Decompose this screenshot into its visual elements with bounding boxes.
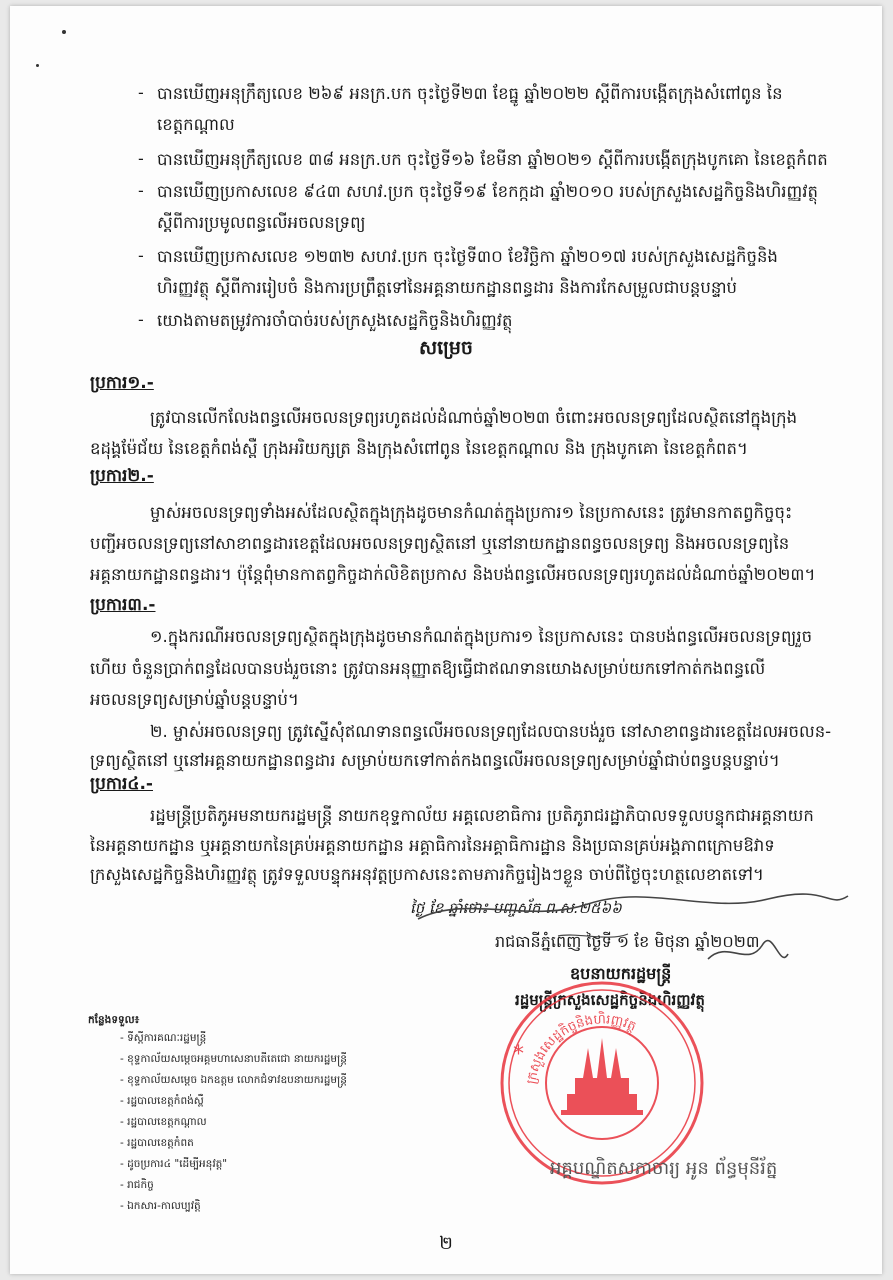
article-4-line: នៃអគ្គនាយកដ្ឋាន ឬអគ្គនាយកនៃគ្រប់អគ្គនាយកដ្ឋាន អគ្គាធិការនៃអគ្គាធិការដ្ឋាន និងប្រធានគ្រប់អង្គភាពក្រោមឱវាទ [90, 836, 775, 855]
bullet: - [138, 83, 144, 102]
article-3-heading: ប្រការ៣.- [90, 595, 156, 615]
punch-mark [62, 30, 66, 34]
intro-item: យោងតាមតម្រូវការចាំបាច់របស់ក្រសួងសេដ្ឋកិច្ចនិងហិរញ្ញវត្ថុ [157, 311, 513, 330]
recipients-heading: កន្លែងទទួល៖ [88, 1014, 140, 1026]
intro-item: បានឃើញអនុក្រឹត្យលេខ ៣៨ អនក្រ.បក ចុះថ្ងៃទី១៦ ខែមីនា ឆ្នាំ២០២១ ស្តីពីការបង្កើតក្រុងបូកគោ នៃខេត្តកំពត [157, 150, 828, 169]
lunar-date: ថ្ងៃ ខែ ឆ្នាំថោះ បញ្ចស័ក ព.ស.២៥៦៦ [410, 899, 622, 917]
intro-item: បានឃើញប្រកាសលេខ ១២៣២ សហវ.ប្រក ចុះថ្ងៃទី៣០ ខែវិច្ឆិកា ឆ្នាំ២០១៧ របស់ក្រសួងសេដ្ឋកិច្ចនិង [157, 247, 778, 266]
article-3-line: ទ្រព្យស្ថិតនៅ ឬនៅអគ្គនាយកដ្ឋានពន្ធដារ សម្រាប់យកទៅកាត់កងពន្ធលើអចលនទ្រព្យសម្រាប់ឆ្នាំជាប់ពន្ធបន្តបន្ទាប់។ [90, 751, 780, 770]
intro-item: បានឃើញអនុក្រឹត្យលេខ ២៦៩ អនក្រ.បក ចុះថ្ងៃទី២៣ ខែធ្នូ ឆ្នាំ២០២២ ស្តីពីការបង្កើតក្រុងសំពៅពូន នៃ [157, 84, 783, 103]
seal-text: ក្រសួងសេដ្ឋកិច្ចនិងហិរញ្ញវត្ថុ [524, 1012, 639, 1086]
svg-text:ក្រសួងសេដ្ឋកិច្ចនិងហិរញ្ញវត្ថុ [524, 1010, 638, 1085]
bullet: - [138, 246, 144, 265]
article-2-line: អគ្គនាយកដ្ឋានពន្ធដារ។ ប៉ុន្តែពុំមានកាតព្វកិច្ចដាក់លិខិតប្រកាស និងបង់ពន្ធលើអចលនទ្រព្យរហូតដល់ដំណាច់ឆ្នាំ២០២៣។ [90, 565, 816, 584]
punch-mark [36, 64, 39, 67]
article-4-heading: ប្រការ៤.- [90, 774, 153, 794]
svg-text:*: * [513, 1042, 524, 1067]
signer-name: អគ្គបណ្ឌិតសភាចារ្យ អូន ព័ន្ធមុនីរ័ត្ន [550, 1158, 778, 1179]
recipient-item: - រាជកិច្ច [120, 1179, 154, 1191]
article-3-line: ២. ម្ចាស់អចលនទ្រព្យ ត្រូវស្នើសុំឥណទានពន្ធលើអចលនទ្រព្យដែលបានបង់រួច នៅសាខាពន្ធដារខេត្តដែលអចលន- [150, 722, 832, 741]
intro-item-cont: ស្តីពីការប្រមូលពន្ធលើអចលនទ្រព្យ [157, 213, 366, 232]
article-3-line: ហើយ ចំនួនប្រាក់ពន្ធដែលបានបង់រួចនោះ ត្រូវបានអនុញ្ញាតឱ្យធ្វើជាឥណទានយោងសម្រាប់យកទៅកាត់កងពន្ធលើ [90, 659, 766, 678]
recipient-item: - រដ្ឋបាលខេត្តកំពង់ស្ពឺ [120, 1095, 204, 1107]
signer-title-1: ឧបនាយករដ្ឋមន្ត្រី [570, 964, 672, 983]
article-2-line: ម្ចាស់អចលនទ្រព្យទាំងអស់ដែលស្ថិតក្នុងក្រុងដូចមានកំណត់ក្នុងប្រការ១ នៃប្រកាសនេះ ត្រូវមានកាតព្វកិច្ចចុះ [150, 503, 793, 522]
document-page [10, 6, 882, 1274]
handwritten-signature [408, 884, 858, 984]
article-4-line: ក្រសួងសេដ្ឋកិច្ចនិងហិរញ្ញវត្ថុ ត្រូវទទួលបន្ទុកអនុវត្តប្រកាសនេះតាមភារកិច្ចរៀងៗខ្លួន ចាប់ពីថ្ងៃចុះហត្ថលេខាតទៅ។ [90, 865, 764, 884]
recipient-item: - រដ្ឋបាលខេត្តកំពត [120, 1137, 194, 1149]
article-2-heading: ប្រការ២.- [90, 466, 154, 486]
recipient-item: - ឯកសារ-កាលប្បវត្តិ [120, 1200, 201, 1212]
article-1-heading: ប្រការ១.- [90, 373, 154, 393]
article-1-line: ឧដុង្គម៉ែជ័យ នៃខេត្តកំពង់ស្ពឺ ក្រុងអរិយក្សត្រ និងក្រុងសំពៅពូន នៃខេត្តកណ្តាល និង ក្រុងបូកគោ នៃខេត្តកំពត។ [90, 439, 748, 458]
article-1-line: ត្រូវបានលើកលែងពន្ធលើអចលនទ្រព្យរហូតដល់ដំណាច់ឆ្នាំ២០២៣ ចំពោះអចលនទ្រព្យដែលស្ថិតនៅក្នុងក្រុង [150, 408, 798, 427]
recipient-item: - ខុទ្ទកាល័យសម្តេចអគ្គមហាសេនាបតីតេជោ នាយករដ្ឋមន្ត្រី [120, 1053, 347, 1065]
page-number: ២ [439, 1233, 453, 1254]
article-4-line: រដ្ឋមន្ត្រីប្រតិភូអមនាយករដ្ឋមន្ត្រី នាយកខុទ្ទកាល័យ អគ្គលេខាធិការ ប្រតិភូរាជរដ្ឋាភិបាលទទួលបន្ទុកជាអគ្គនាយក [150, 806, 814, 825]
intro-item-cont: ហិរញ្ញវត្ថុ ស្តីពីការរៀបចំ និងការប្រព្រឹត្តទៅនៃអគ្គនាយកដ្ឋានពន្ធដារ និងការកែសម្រួលជាបន្តបន្ទាប់ [157, 278, 738, 297]
recipient-item: - រដ្ឋបាលខេត្តកណ្តាល [120, 1116, 207, 1128]
signer-title-2: រដ្ឋមន្ត្រីក្រសួងសេដ្ឋកិច្ចនិងហិរញ្ញវត្ថុ [515, 991, 705, 1009]
article-3-line: ១.ក្នុងករណីអចលនទ្រព្យស្ថិតក្នុងក្រុងដូចមានកំណត់ក្នុងប្រការ១ នៃប្រកាសនេះ បានបង់ពន្ធលើអចលនទ្រព្យរួច [150, 627, 813, 646]
bullet: - [138, 149, 144, 168]
intro-item: បានឃើញប្រកាសលេខ ៩៤៣ សហវ.ប្រក ចុះថ្ងៃទី១៩ ខែកក្កដា ឆ្នាំ២០១០ របស់ក្រសួងសេដ្ឋកិច្ចនិងហិរញ្ញវត្ថុ [157, 182, 818, 201]
bullet: - [138, 310, 144, 329]
recipient-item: - ខុទ្ទកាល័យសម្តេច ឯកឧត្តម លោកជំទាវឧបនាយករដ្ឋមន្ត្រី [120, 1074, 347, 1086]
decision-title: សម្រេច [419, 337, 473, 359]
article-2-line: បញ្ជីអចលនទ្រព្យនៅសាខាពន្ធដារខេត្តដែលអចលនទ្រព្យស្ថិតនៅ ឬនៅនាយកដ្ឋានពន្ធចលនទ្រព្យ និងអចលនទ្រព្យនៃ [90, 534, 790, 553]
angkor-temple-icon [561, 1038, 643, 1115]
place-date: រាជធានីភ្នំពេញ ថ្ងៃទី ១ ខែ មិថុនា ឆ្នាំ២០២៣ [495, 932, 760, 951]
recipient-item: - ទីស្តីការគណៈរដ្ឋមន្ត្រី [120, 1032, 207, 1044]
article-3-line: អចលនទ្រព្យសម្រាប់ឆ្នាំបន្តបន្ទាប់។ [90, 690, 299, 709]
bullet: - [138, 181, 144, 200]
recipient-item: - ដូចប្រការ៤ "ដើម្បីអនុវត្ត" [120, 1158, 228, 1170]
intro-item-cont: ខេត្តកណ្តាល [157, 115, 235, 134]
